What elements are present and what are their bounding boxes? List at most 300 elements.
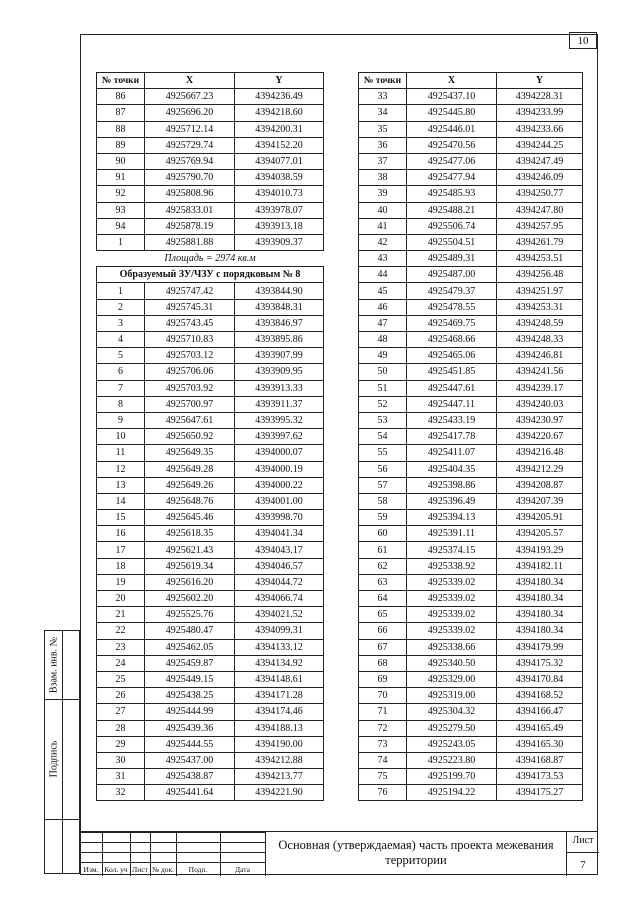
x-coordinate-cell: 4925485.93 [407, 186, 497, 202]
x-coordinate-cell: 4925649.35 [145, 445, 235, 461]
table-row [359, 493, 583, 509]
x-coordinate-cell: 4925479.37 [407, 283, 497, 299]
point-number-cell: 46 [359, 299, 407, 315]
table-row [97, 639, 324, 655]
x-coordinate-cell: 4925881.88 [145, 234, 235, 250]
table-row [97, 671, 324, 687]
table-row [359, 704, 583, 720]
y-coordinate-cell: 4394261.79 [497, 234, 583, 250]
table-row [97, 315, 324, 331]
y-coordinate-cell: 4394256.48 [497, 267, 583, 283]
table-row [97, 558, 324, 574]
y-coordinate-cell: 4393846.97 [235, 315, 324, 331]
y-coordinate-cell: 4394207.39 [497, 493, 583, 509]
point-number-cell: 59 [359, 510, 407, 526]
point-number-cell: 6 [97, 364, 145, 380]
point-number-cell: 67 [359, 639, 407, 655]
x-coordinate-cell: 4925417.78 [407, 429, 497, 445]
x-coordinate-cell: 4925445.80 [407, 105, 497, 121]
header-x: X [407, 73, 497, 89]
point-number-cell: 68 [359, 655, 407, 671]
y-coordinate-cell: 4394038.59 [235, 170, 324, 186]
table-row [359, 574, 583, 590]
point-number-cell: 50 [359, 364, 407, 380]
table-row [359, 202, 583, 218]
x-coordinate-cell: 4925525.76 [145, 607, 235, 623]
x-coordinate-cell: 4925465.06 [407, 348, 497, 364]
y-coordinate-cell: 4394152.20 [235, 137, 324, 153]
table-row [97, 429, 324, 445]
point-number-cell: 31 [97, 769, 145, 785]
table-row [359, 607, 583, 623]
point-number-cell: 66 [359, 623, 407, 639]
sheet-box [566, 832, 599, 876]
table-row [97, 364, 324, 380]
y-coordinate-cell: 4394230.97 [497, 412, 583, 428]
point-number-cell: 27 [97, 704, 145, 720]
table-row [359, 283, 583, 299]
y-coordinate-cell: 4394134.92 [235, 655, 324, 671]
x-coordinate-cell: 4925602.20 [145, 591, 235, 607]
point-number-cell: 88 [97, 121, 145, 137]
x-coordinate-cell: 4925769.94 [145, 153, 235, 169]
y-coordinate-cell: 4394168.87 [497, 752, 583, 768]
table-row [359, 639, 583, 655]
table-row [97, 380, 324, 396]
table-row [359, 267, 583, 283]
table-row [359, 429, 583, 445]
point-number-cell: 54 [359, 429, 407, 445]
x-coordinate-cell: 4925808.96 [145, 186, 235, 202]
x-coordinate-cell: 4925398.86 [407, 477, 497, 493]
point-number-cell: 72 [359, 720, 407, 736]
point-number-cell: 40 [359, 202, 407, 218]
point-number-cell: 8 [97, 396, 145, 412]
point-number-cell: 60 [359, 526, 407, 542]
table-row [359, 510, 583, 526]
point-number-cell: 38 [359, 170, 407, 186]
x-coordinate-cell: 4925477.06 [407, 153, 497, 169]
sheet-label: Лист [572, 835, 594, 846]
y-coordinate-cell: 4394066.74 [235, 591, 324, 607]
y-coordinate-cell: 4393895.86 [235, 332, 324, 348]
x-coordinate-cell: 4925374.15 [407, 542, 497, 558]
table-row [359, 170, 583, 186]
x-coordinate-cell: 4925329.00 [407, 671, 497, 687]
point-number-cell: 24 [97, 655, 145, 671]
table-row [97, 153, 324, 169]
table-row [97, 607, 324, 623]
y-coordinate-cell: 4394248.33 [497, 332, 583, 348]
col-label-sign: Подп. [188, 865, 208, 874]
x-coordinate-cell: 4925878.19 [145, 218, 235, 234]
table-row [359, 623, 583, 639]
table-row [97, 510, 324, 526]
point-number-cell: 11 [97, 445, 145, 461]
point-number-cell: 19 [97, 574, 145, 590]
y-coordinate-cell: 4394257.95 [497, 218, 583, 234]
point-number-cell: 43 [359, 251, 407, 267]
point-number-cell: 30 [97, 752, 145, 768]
x-coordinate-cell: 4925649.28 [145, 461, 235, 477]
y-coordinate-cell: 4394099.31 [235, 623, 324, 639]
y-coordinate-cell: 4394212.88 [235, 752, 324, 768]
point-number-cell: 53 [359, 412, 407, 428]
document-title: Основная (утверждаемая) часть проекта межевания территории [278, 838, 554, 867]
y-coordinate-cell: 4394174.46 [235, 704, 324, 720]
point-number-cell: 20 [97, 591, 145, 607]
y-coordinate-cell: 4394182.11 [497, 558, 583, 574]
y-coordinate-cell: 4394221.90 [235, 785, 324, 801]
point-number-cell: 64 [359, 591, 407, 607]
table-row [97, 461, 324, 477]
x-coordinate-cell: 4925504.51 [407, 234, 497, 250]
y-coordinate-cell: 4394218.60 [235, 105, 324, 121]
x-coordinate-cell: 4925729.74 [145, 137, 235, 153]
y-coordinate-cell: 4394246.81 [497, 348, 583, 364]
x-coordinate-cell: 4925449.15 [145, 671, 235, 687]
point-number-cell: 22 [97, 623, 145, 639]
x-coordinate-cell: 4925667.23 [145, 89, 235, 105]
table-row [97, 332, 324, 348]
table-row [359, 396, 583, 412]
point-number-cell: 15 [97, 510, 145, 526]
point-number-cell: 5 [97, 348, 145, 364]
y-coordinate-cell: 4394251.97 [497, 283, 583, 299]
table-row [359, 380, 583, 396]
point-number-cell: 44 [359, 267, 407, 283]
point-number-cell: 36 [359, 137, 407, 153]
point-number-cell: 23 [97, 639, 145, 655]
x-coordinate-cell: 4925340.50 [407, 655, 497, 671]
point-number-cell: 41 [359, 218, 407, 234]
table-row [359, 332, 583, 348]
point-number-cell: 25 [97, 671, 145, 687]
point-number-cell: 87 [97, 105, 145, 121]
point-number-cell: 61 [359, 542, 407, 558]
y-coordinate-cell: 4394248.59 [497, 315, 583, 331]
y-coordinate-cell: 4394041.34 [235, 526, 324, 542]
table-row [359, 445, 583, 461]
x-coordinate-cell: 4925304.32 [407, 704, 497, 720]
y-coordinate-cell: 4394180.34 [497, 623, 583, 639]
table-row [97, 105, 324, 121]
table-row [359, 137, 583, 153]
table-row [359, 477, 583, 493]
point-number-cell: 58 [359, 493, 407, 509]
point-number-cell: 56 [359, 461, 407, 477]
point-number-cell: 2 [97, 299, 145, 315]
x-coordinate-cell: 4925648.76 [145, 493, 235, 509]
x-coordinate-cell: 4925339.02 [407, 607, 497, 623]
y-coordinate-cell: 4393913.18 [235, 218, 324, 234]
y-coordinate-cell: 4394233.66 [497, 121, 583, 137]
table-row [359, 655, 583, 671]
point-number-cell: 18 [97, 558, 145, 574]
table-row [359, 461, 583, 477]
x-coordinate-cell: 4925650.92 [145, 429, 235, 445]
point-number-cell: 45 [359, 283, 407, 299]
y-coordinate-cell: 4394001.00 [235, 493, 324, 509]
x-coordinate-cell: 4925459.87 [145, 655, 235, 671]
x-coordinate-cell: 4925469.75 [407, 315, 497, 331]
x-coordinate-cell: 4925747.42 [145, 283, 235, 299]
x-coordinate-cell: 4925619.34 [145, 558, 235, 574]
point-number-cell: 90 [97, 153, 145, 169]
x-coordinate-cell: 4925649.26 [145, 477, 235, 493]
x-coordinate-cell: 4925487.00 [407, 267, 497, 283]
x-coordinate-cell: 4925488.21 [407, 202, 497, 218]
y-coordinate-cell: 4393913.33 [235, 380, 324, 396]
table-row [359, 218, 583, 234]
x-coordinate-cell: 4925703.92 [145, 380, 235, 396]
table-row [359, 671, 583, 687]
y-coordinate-cell: 4393909.37 [235, 234, 324, 250]
table-row [359, 785, 583, 801]
x-coordinate-cell: 4925462.05 [145, 639, 235, 655]
y-coordinate-cell: 4394212.29 [497, 461, 583, 477]
y-coordinate-cell: 4394247.49 [497, 153, 583, 169]
table-row [97, 170, 324, 186]
table-row [359, 153, 583, 169]
table-row [97, 121, 324, 137]
table-row [97, 623, 324, 639]
x-coordinate-cell: 4925710.83 [145, 332, 235, 348]
y-coordinate-cell: 4394173.53 [497, 769, 583, 785]
table-row [359, 526, 583, 542]
point-number-cell: 7 [97, 380, 145, 396]
y-coordinate-cell: 4394148.61 [235, 671, 324, 687]
y-coordinate-cell: 4394133.12 [235, 639, 324, 655]
point-number-cell: 37 [359, 153, 407, 169]
table-row [97, 283, 324, 299]
point-number-cell: 89 [97, 137, 145, 153]
x-coordinate-cell: 4925478.55 [407, 299, 497, 315]
table-row [359, 412, 583, 428]
point-number-cell: 47 [359, 315, 407, 331]
table-row [97, 396, 324, 412]
x-coordinate-cell: 4925621.43 [145, 542, 235, 558]
x-coordinate-cell: 4925790.70 [145, 170, 235, 186]
y-coordinate-cell: 4394000.07 [235, 445, 324, 461]
x-coordinate-cell: 4925616.20 [145, 574, 235, 590]
table-row [97, 89, 324, 105]
point-number-cell: 34 [359, 105, 407, 121]
point-number-cell: 94 [97, 218, 145, 234]
table-row [97, 348, 324, 364]
table-row [97, 785, 324, 801]
y-coordinate-cell: 4393907.99 [235, 348, 324, 364]
point-number-cell: 92 [97, 186, 145, 202]
y-coordinate-cell: 4394188.13 [235, 720, 324, 736]
point-number-cell: 9 [97, 412, 145, 428]
header-point-number: № точки [359, 73, 407, 89]
y-coordinate-cell: 4394193.29 [497, 542, 583, 558]
header-y: Y [235, 73, 324, 89]
table-row [97, 412, 324, 428]
point-number-cell: 17 [97, 542, 145, 558]
point-number-cell: 63 [359, 574, 407, 590]
x-coordinate-cell: 4925447.11 [407, 396, 497, 412]
table-row [97, 186, 324, 202]
header-point-number: № точки [97, 73, 145, 89]
table-row [359, 752, 583, 768]
y-coordinate-cell: 4394180.34 [497, 591, 583, 607]
x-coordinate-cell: 4925480.47 [145, 623, 235, 639]
y-coordinate-cell: 4394170.84 [497, 671, 583, 687]
y-coordinate-cell: 4394244.25 [497, 137, 583, 153]
table-row [97, 477, 324, 493]
table-row [97, 542, 324, 558]
x-coordinate-cell: 4925404.35 [407, 461, 497, 477]
y-coordinate-cell: 4394239.17 [497, 380, 583, 396]
table-row [359, 558, 583, 574]
y-coordinate-cell: 4394171.28 [235, 688, 324, 704]
point-number-cell: 13 [97, 477, 145, 493]
y-coordinate-cell: 4394165.49 [497, 720, 583, 736]
x-coordinate-cell: 4925438.25 [145, 688, 235, 704]
y-coordinate-cell: 4393848.31 [235, 299, 324, 315]
point-number-cell: 48 [359, 332, 407, 348]
x-coordinate-cell: 4925223.80 [407, 752, 497, 768]
x-coordinate-cell: 4925743.45 [145, 315, 235, 331]
point-number-cell: 42 [359, 234, 407, 250]
table-row [359, 234, 583, 250]
y-coordinate-cell: 4394240.03 [497, 396, 583, 412]
y-coordinate-cell: 4394208.87 [497, 477, 583, 493]
y-coordinate-cell: 4394241.56 [497, 364, 583, 380]
y-coordinate-cell: 4394180.34 [497, 607, 583, 623]
point-number-cell: 1 [97, 283, 145, 299]
table-row [97, 234, 324, 250]
x-coordinate-cell: 4925700.97 [145, 396, 235, 412]
point-number-cell: 55 [359, 445, 407, 461]
x-coordinate-cell: 4925703.12 [145, 348, 235, 364]
side-label-replace-inv: Взам. инв. № [48, 636, 59, 694]
side-label-signature: Подпись [48, 740, 59, 778]
sheet-number: 7 [580, 859, 586, 871]
x-coordinate-cell: 4925438.87 [145, 769, 235, 785]
x-coordinate-cell: 4925745.31 [145, 299, 235, 315]
point-number-cell: 51 [359, 380, 407, 396]
table-row [359, 348, 583, 364]
y-coordinate-cell: 4393844.90 [235, 283, 324, 299]
point-number-cell: 32 [97, 785, 145, 801]
y-coordinate-cell: 4394190.00 [235, 736, 324, 752]
y-coordinate-cell: 4394165.30 [497, 736, 583, 752]
y-coordinate-cell: 4393911.37 [235, 396, 324, 412]
table-row [359, 720, 583, 736]
side-stamp [44, 630, 80, 874]
x-coordinate-cell: 4925833.01 [145, 202, 235, 218]
title-block [80, 831, 598, 876]
table-row [97, 655, 324, 671]
y-coordinate-cell: 4394166.47 [497, 704, 583, 720]
x-coordinate-cell: 4925338.66 [407, 639, 497, 655]
x-coordinate-cell: 4925411.07 [407, 445, 497, 461]
table-row [359, 736, 583, 752]
y-coordinate-cell: 4394216.48 [497, 445, 583, 461]
y-coordinate-cell: 4394043.17 [235, 542, 324, 558]
area-label: Площадь = 2974 кв.м [97, 251, 324, 267]
x-coordinate-cell: 4925339.02 [407, 591, 497, 607]
table-row [97, 591, 324, 607]
x-coordinate-cell: 4925437.10 [407, 89, 497, 105]
y-coordinate-cell: 4394247.80 [497, 202, 583, 218]
y-coordinate-cell: 4394010.73 [235, 186, 324, 202]
point-number-cell: 71 [359, 704, 407, 720]
point-number-cell: 33 [359, 89, 407, 105]
x-coordinate-cell: 4925199.70 [407, 769, 497, 785]
y-coordinate-cell: 4394205.57 [497, 526, 583, 542]
y-coordinate-cell: 4394213.77 [235, 769, 324, 785]
page-number: 10 [569, 32, 597, 49]
point-number-cell: 26 [97, 688, 145, 704]
point-number-cell: 93 [97, 202, 145, 218]
point-number-cell: 3 [97, 315, 145, 331]
col-label-doc: № док. [151, 865, 175, 874]
point-number-cell: 16 [97, 526, 145, 542]
y-coordinate-cell: 4394046.57 [235, 558, 324, 574]
point-number-cell: 28 [97, 720, 145, 736]
table-row [97, 218, 324, 234]
x-coordinate-cell: 4925194.22 [407, 785, 497, 801]
table-row [359, 251, 583, 267]
point-number-cell: 1 [97, 234, 145, 250]
x-coordinate-cell: 4925339.02 [407, 574, 497, 590]
table-row [359, 364, 583, 380]
coordinates-table-left [96, 72, 324, 801]
point-number-cell: 12 [97, 461, 145, 477]
y-coordinate-cell: 4394233.99 [497, 105, 583, 121]
x-coordinate-cell: 4925470.56 [407, 137, 497, 153]
y-coordinate-cell: 4394253.51 [497, 251, 583, 267]
x-coordinate-cell: 4925477.94 [407, 170, 497, 186]
y-coordinate-cell: 4393909.95 [235, 364, 324, 380]
point-number-cell: 57 [359, 477, 407, 493]
y-coordinate-cell: 4394205.91 [497, 510, 583, 526]
y-coordinate-cell: 4394220.67 [497, 429, 583, 445]
y-coordinate-cell: 4394228.31 [497, 89, 583, 105]
x-coordinate-cell: 4925433.19 [407, 412, 497, 428]
y-coordinate-cell: 4394236.49 [235, 89, 324, 105]
x-coordinate-cell: 4925696.20 [145, 105, 235, 121]
point-number-cell: 52 [359, 396, 407, 412]
point-number-cell: 91 [97, 170, 145, 186]
y-coordinate-cell: 4393978.07 [235, 202, 324, 218]
table-row [359, 542, 583, 558]
table-row [359, 89, 583, 105]
x-coordinate-cell: 4925338.92 [407, 558, 497, 574]
table-row [97, 720, 324, 736]
x-coordinate-cell: 4925396.49 [407, 493, 497, 509]
table-row [97, 688, 324, 704]
table-row [97, 574, 324, 590]
x-coordinate-cell: 4925339.02 [407, 623, 497, 639]
table-row [97, 299, 324, 315]
section-title: Образуемый ЗУ/ЧЗУ с порядковым № 8 [97, 267, 324, 283]
col-label-date: Дата [235, 865, 250, 874]
point-number-cell: 49 [359, 348, 407, 364]
point-number-cell: 4 [97, 332, 145, 348]
point-number-cell: 65 [359, 607, 407, 623]
revision-grid [80, 832, 266, 876]
y-coordinate-cell: 4394250.77 [497, 186, 583, 202]
table-row [97, 752, 324, 768]
point-number-cell: 75 [359, 769, 407, 785]
col-label-sheet: Лист [132, 865, 148, 874]
y-coordinate-cell: 4394168.52 [497, 688, 583, 704]
